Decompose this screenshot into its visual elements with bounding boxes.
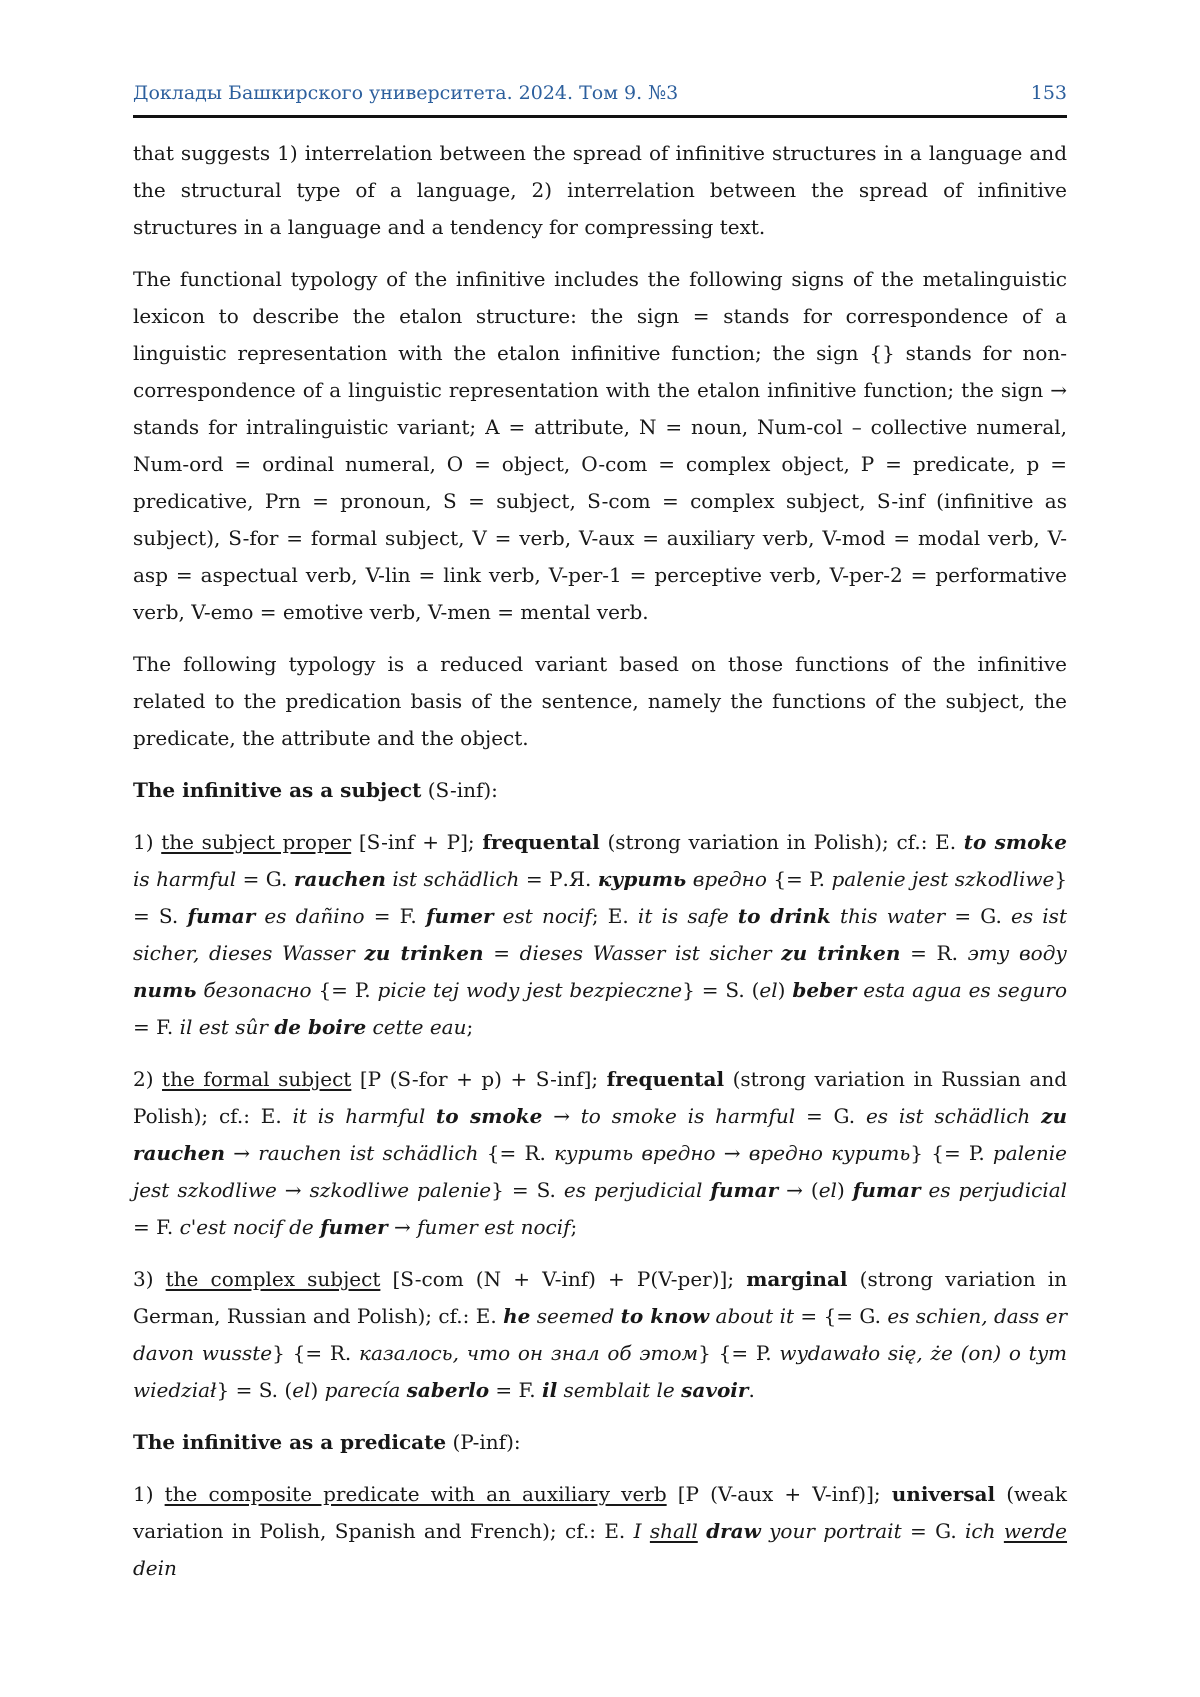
text-run: = Р.Я. [519, 867, 598, 891]
text-run: → [542, 1104, 581, 1128]
page-number: 153 [1030, 82, 1067, 104]
text-run: werde [1003, 1519, 1068, 1543]
text-run: → [225, 1141, 259, 1165]
text-run: = G. [795, 1104, 866, 1128]
text-run: (strong variation in Russian and Polish); cf.: E. [133, 1067, 1068, 1128]
text-run: this water [830, 904, 946, 928]
text-run: } {= P. [698, 1341, 780, 1365]
text-run: ) [777, 978, 793, 1002]
text-run: ) [836, 1178, 853, 1202]
text-run: 3) [133, 1267, 166, 1291]
text-run: frequental [606, 1067, 725, 1091]
text-run: } = S. ( [682, 978, 760, 1002]
text-run: безопасно [196, 978, 312, 1002]
text-run: beber [792, 978, 857, 1002]
text-run: he [503, 1304, 531, 1328]
text-run: fumer [425, 904, 494, 928]
text-run: 1) [133, 1482, 165, 1506]
text-run: → [387, 1215, 418, 1239]
text-run: = G. [901, 1519, 966, 1543]
text-run: it is harmful [292, 1104, 437, 1128]
text-run: es dañino [255, 904, 365, 928]
text-run: 2) [133, 1067, 163, 1091]
text-run: that suggests 1) interrelation between the spread of infinitive structures in a language and the structural type of a language, 2) interrelation between the spread of infinitive structures in a language and a tendency for compressing text. [133, 141, 1067, 239]
text-run: de boire [274, 1015, 367, 1039]
text-run: fumer est nocif [417, 1215, 571, 1239]
text-run: } {= R. [272, 1341, 359, 1365]
paragraph-intro [133, 135, 1067, 246]
text-run: zu trinken [364, 941, 484, 965]
text-run: ) [310, 1378, 325, 1402]
paragraph-reduced-typology [133, 646, 1067, 757]
text-run: пить [133, 978, 197, 1002]
text-run: = dieses Wasser ist sicher [483, 941, 782, 965]
text-run: to smoke is harmful [580, 1104, 796, 1128]
text-run: es ist sicher, dieses Wasser [133, 904, 1067, 965]
text-run: ist schädlich [385, 867, 520, 891]
text-run: il est sûr [179, 1015, 275, 1039]
text-run: The infinitive as a subject [133, 778, 422, 802]
text-run: wydawało się, że (on) o tym wiedział [133, 1341, 1067, 1402]
text-run: [P (S-for + p) + S-inf]; [351, 1067, 607, 1091]
text-run: казалось, что он знал об этом [359, 1341, 699, 1365]
item-composite-predicate [133, 1476, 1067, 1587]
text-run: (S-inf): [421, 778, 498, 802]
text-run: about it [709, 1304, 795, 1328]
text-run: zu rauchen [133, 1104, 1068, 1165]
text-run: ; [466, 1015, 474, 1039]
text-run: ich [965, 1519, 1004, 1543]
text-run: is harmful [133, 867, 237, 891]
text-run: picie tej wody jest bezpieczne [377, 978, 683, 1002]
text-run: [S-com (N + V-inf) + P(V-per)]; [380, 1267, 747, 1291]
text-run: the subject proper [161, 830, 352, 854]
text-run: = G. [236, 867, 294, 891]
text-run: ; [570, 1215, 578, 1239]
text-run: shall [649, 1519, 698, 1543]
text-run: zu trinken [781, 941, 901, 965]
text-run: savoir [681, 1378, 749, 1402]
text-run: esta agua es seguro [856, 978, 1067, 1002]
text-run: = F. [489, 1378, 542, 1402]
text-run: el [759, 978, 778, 1002]
text-run: parecía [324, 1378, 407, 1402]
text-run: est nocif [493, 904, 592, 928]
item-formal-subject [133, 1061, 1067, 1246]
item-subject-proper [133, 824, 1067, 1046]
text-run: = F. [364, 904, 426, 928]
text-run: . [748, 1378, 755, 1402]
text-run: I [633, 1519, 650, 1543]
text-run: ; E. [591, 904, 638, 928]
text-run: es schien, dass er davon wusste [133, 1304, 1068, 1365]
text-run: dein [133, 1556, 177, 1580]
article-body [133, 135, 1067, 1587]
text-run: palenie jest szkodliwe → szkodliwe palenie [133, 1141, 1067, 1202]
text-run: {= R. [478, 1141, 555, 1165]
text-run: rauchen [293, 867, 386, 891]
text-run: } {= P. [910, 1141, 993, 1165]
text-run: {= P. [311, 978, 378, 1002]
text-run: rauchen ist schädlich [258, 1141, 479, 1165]
text-run: (weak variation in Polish, Spanish and French); cf.: E. [133, 1482, 1068, 1543]
heading-infinitive-as-subject [133, 772, 1067, 809]
text-run: fumar [852, 1178, 921, 1202]
text-run: } = S. [491, 1178, 564, 1202]
text-run: el [818, 1178, 837, 1202]
text-run: draw [706, 1519, 761, 1543]
text-run: (strong variation in German, Russian and Polish); cf.: E. [133, 1267, 1067, 1328]
text-run: (strong variation in Polish); cf.: E. [599, 830, 964, 854]
text-run: universal [891, 1482, 996, 1506]
text-run [698, 1519, 706, 1543]
text-run: = {= G. [794, 1304, 888, 1328]
text-run: il [541, 1378, 558, 1402]
text-run: palenie jest szkodliwe [831, 867, 1055, 891]
text-run: fumer [320, 1215, 388, 1239]
text-run: The following typology is a reduced variant based on those functions of the infinitive related to the predication basis of the sentence, namely the functions of the subject, the predicate, the attribute and the object. [133, 652, 1067, 750]
text-run: эту воду [967, 941, 1067, 965]
text-run: to know [620, 1304, 710, 1328]
text-run: c'est nocif de [179, 1215, 321, 1239]
text-run: [S-inf + P]; [351, 830, 483, 854]
text-run: marginal [746, 1267, 848, 1291]
text-run: курить вредно → вредно курить [554, 1141, 911, 1165]
text-run: es perjudicial [920, 1178, 1068, 1202]
text-run: {= P. [766, 867, 832, 891]
text-run: fumar [187, 904, 256, 928]
text-run: = R. [900, 941, 968, 965]
page-header [133, 82, 1067, 104]
item-complex-subject [133, 1261, 1067, 1409]
text-run: вредно [686, 867, 767, 891]
text-run: semblait le [557, 1378, 682, 1402]
text-run: seemed [530, 1304, 621, 1328]
heading-infinitive-as-predicate [133, 1424, 1067, 1461]
text-run: The functional typology of the infinitive includes the following signs of the metalinguistic lexicon to describe the etalon structure: the sign = stands for correspondence of a linguistic representation with the etalon infinitive function; the sign {} stands for non-correspondence of a linguistic representation with the etalon infinitive function; the sign → stands for intralinguistic variant; A = attribute, N = noun, Num-col – collective numeral, Num-ord = ordinal numeral, O = object, O-com = complex object, P = predicate, p = predicative, Prn = pronoun, S = subject, S-com = complex subject, S-inf (infinitive as subject), S-for = formal subject, V = verb, V-aux = auxiliary verb, V-mod = modal verb, V-asp = aspectual verb, V-lin = link verb, V-per-1 = perceptive verb, V-per-2 = performative verb, V-emo = emotive verb, V-men = mental verb. [133, 267, 1067, 624]
text-run: frequental [482, 830, 600, 854]
text-run: } = S. [133, 867, 1068, 928]
paragraph-typology-signs [133, 261, 1067, 631]
text-run: es ist schädlich [865, 1104, 1042, 1128]
text-run: el [292, 1378, 311, 1402]
text-run: saberlo [406, 1378, 490, 1402]
text-run: 1) [133, 830, 162, 854]
text-run: to drink [737, 904, 831, 928]
text-run: the composite predicate with an auxiliary verb [164, 1482, 667, 1506]
journal-title: Доклады Башкирского университета. 2024. Том 9. №3 [133, 82, 679, 104]
text-run: = F. [133, 1215, 180, 1239]
text-run: = F. [133, 1015, 180, 1039]
text-run: = G. [945, 904, 1012, 928]
text-run: (P-inf): [446, 1430, 521, 1454]
text-run: your portrait [760, 1519, 902, 1543]
text-run: → ( [778, 1178, 819, 1202]
text-run: to smoke [963, 830, 1068, 854]
text-run: курить [597, 867, 687, 891]
text-run: es perjudicial [563, 1178, 711, 1202]
text-run: to smoke [436, 1104, 543, 1128]
text-run: the formal subject [162, 1067, 352, 1091]
text-run: it is safe [637, 904, 738, 928]
text-run: The infinitive as a predicate [133, 1430, 447, 1454]
text-run: [P (V-aux + V-inf)]; [666, 1482, 892, 1506]
header-rule [133, 115, 1067, 118]
text-run: fumar [710, 1178, 779, 1202]
text-run: the complex subject [165, 1267, 381, 1291]
text-run: cette eau [366, 1015, 467, 1039]
text-run: } = S. ( [216, 1378, 293, 1402]
